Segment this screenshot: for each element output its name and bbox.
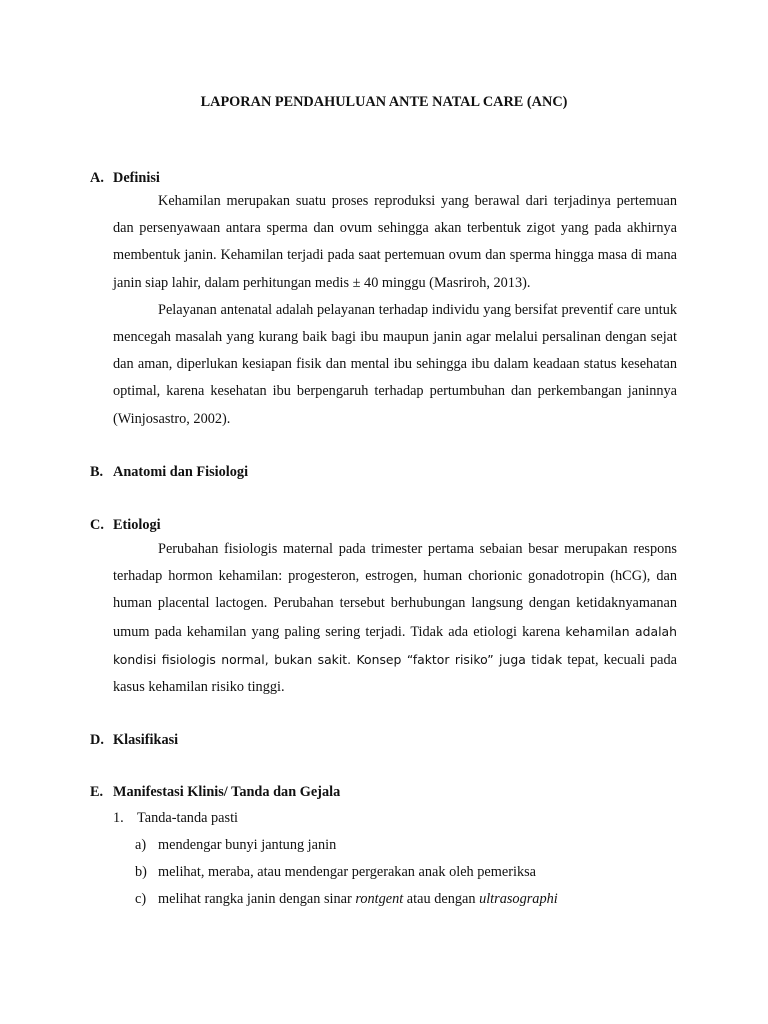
section-title: Klasifikasi — [113, 732, 179, 748]
sub-list-letter: c) — [135, 891, 147, 907]
section-title: Etiologi — [113, 517, 161, 533]
section-title: Anatomi dan Fisiologi — [113, 464, 249, 480]
sub-list-item — [135, 835, 336, 855]
section-letter: A. — [90, 170, 104, 186]
paragraph-text: Perubahan fisiologis maternal pada trimester pertama sebaian besar merupakan respons terhadap hormon kehamilan: progesteron, estrogen, human chorionic gonadotropin (hCG), dan human placental lactogen. Perubahan tersebut berhubungan langsung dengan ketidaknyamanan umum pada kehamilan yang paling sering terjadi. Tidak ada etiologi karena — [113, 541, 677, 640]
list-item — [113, 808, 238, 828]
paragraph-text-sans: kehamilan adalah kondisi fisiologis normal, bukan sakit. Konsep “faktor risiko” juga tidak — [113, 623, 677, 667]
section-c-body — [113, 536, 677, 701]
paragraph-text: tepat, kecuali pada kasus kehamilan risiko tinggi. — [113, 651, 677, 696]
paragraph-text: Kehamilan merupakan suatu proses reproduksi yang berawal dari terjadinya pertemuan dan persenyawaan antara sperma dan ovum sehingga akan terbentuk zigot yang pada akhirnya membentuk janin. Kehamilan terjadi pada saat pertemuan ovum dan sperma hingga masa di mana janin siap lahir, dalam perhitungan medis ± 40 minggu (Masriroh, 2013). — [113, 193, 677, 291]
section-b-heading — [90, 462, 248, 482]
section-letter: E. — [90, 784, 104, 800]
sub-list-item — [135, 889, 558, 909]
section-e-heading — [90, 782, 340, 802]
list-label: Tanda-tanda pasti — [137, 810, 239, 826]
section-c-heading — [90, 515, 161, 535]
list-number: 1. — [113, 810, 124, 826]
section-letter: B. — [90, 464, 104, 480]
sub-list-item — [135, 862, 536, 882]
italic-term: rontgent — [355, 891, 404, 907]
sub-list-text: melihat rangka janin dengan sinar — [158, 891, 356, 907]
section-d-heading — [90, 730, 178, 750]
sub-list-text: melihat, meraba, atau mendengar pergerakan anak oleh pemeriksa — [158, 864, 537, 880]
paragraph — [113, 536, 677, 701]
page-title: LAPORAN PENDAHULUAN ANTE NATAL CARE (ANC) — [200, 94, 568, 110]
sub-list-letter: b) — [135, 864, 147, 880]
section-title: Definisi — [113, 170, 160, 186]
section-letter: C. — [90, 517, 104, 533]
paragraph — [113, 297, 677, 433]
section-letter: D. — [90, 732, 104, 748]
italic-term: ultrasographi — [479, 891, 558, 907]
section-a-heading — [90, 168, 160, 188]
section-title: Manifestasi Klinis/ Tanda dan Gejala — [113, 784, 341, 800]
sub-list-text: atau dengan — [403, 891, 480, 907]
section-a-body — [113, 188, 677, 433]
paragraph — [113, 188, 677, 297]
sub-list-text: mendengar bunyi jantung janin — [158, 837, 337, 853]
paragraph-text: Pelayanan antenatal adalah pelayanan terhadap individu yang bersifat preventif care untuk mencegah masalah yang kurang baik bagi ibu maupun janin agar melalui persalinan dengan sejat dan aman, diperlukan kesiapan fisik dan mental ibu sehingga ibu dalam keadaan status kesehatan optimal, karena kesehatan ibu berpengaruh terhadap pertumbuhan dan perkembangan janinnya (Winjosastro, 2002). — [113, 301, 677, 427]
sub-list-letter: a) — [135, 837, 147, 853]
